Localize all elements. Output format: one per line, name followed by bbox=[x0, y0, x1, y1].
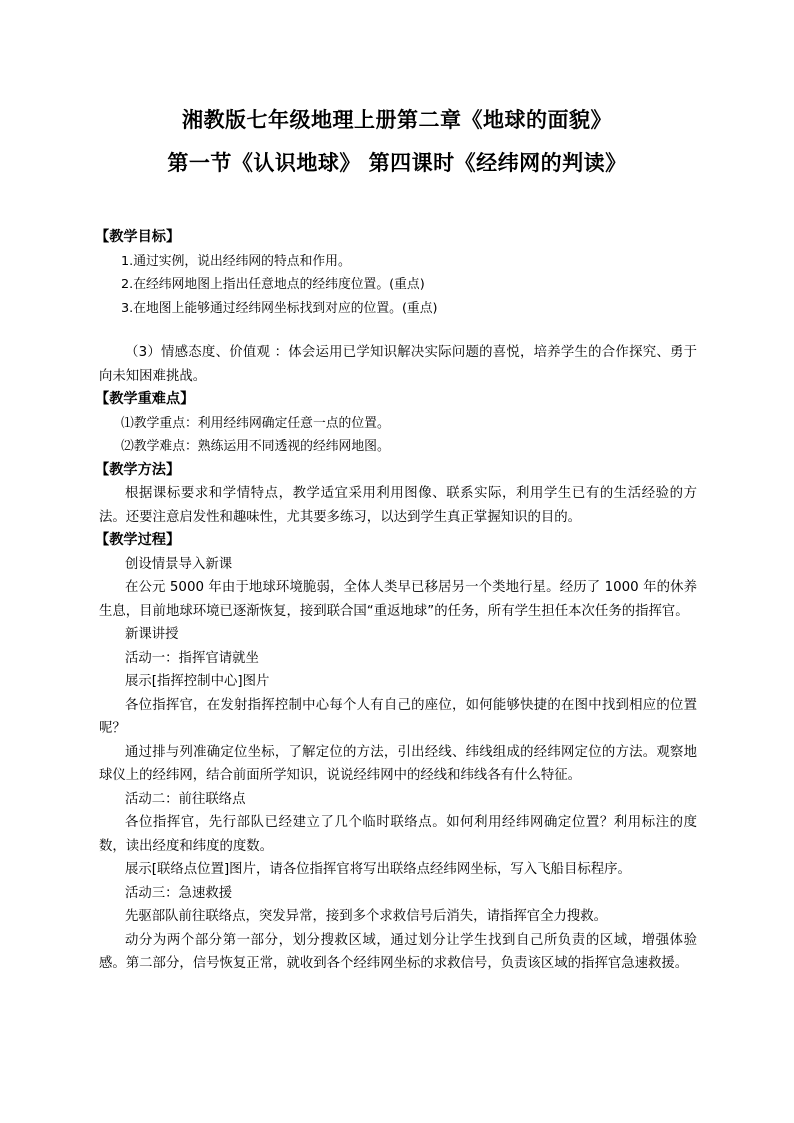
process-paragraph: 各位指挥官，在发射指挥控制中心每个人有自己的座位，如何能够快捷的在图中找到相应的位置呢？ bbox=[99, 697, 697, 736]
process-paragraph: 活动三：急速救援 bbox=[125, 885, 233, 901]
emotion-paragraph: （3）情感态度、价值观 ：体会运用已学知识解决实际问题的喜悦，培养学生的合作探究、勇于向未知困难挑战。 bbox=[99, 345, 697, 384]
process-paragraph: 在公元 5000 年由于地球环境脆弱，全体人类早已移居另一个类地行星。经历了 1000 年的休养生息，目前地球环境已逐渐恢复，接到联合国“重返地球”的任务，所有学生担任本次任务的指挥官。 bbox=[99, 580, 697, 619]
process-paragraph: 各位指挥官，先行部队已经建立了几个临时联络点。如何利用经纬网确定位置？利用标注的度数，读出经度和纬度的度数。 bbox=[99, 815, 697, 854]
goal-item: 3.在地图上能够通过经纬网坐标找到对应的位置。(重点) bbox=[121, 300, 438, 316]
process-paragraph: 活动一：指挥官请就坐 bbox=[125, 650, 259, 666]
document-body bbox=[95, 226, 697, 976]
process-paragraph: 先驱部队前往联络点，突发异常，接到多个求救信号后消失，请指挥官全力搜救。 bbox=[125, 909, 608, 924]
process-paragraph: 活动二：前往联络点 bbox=[125, 791, 246, 807]
keypoint-item: ⑴教学重点：利用经纬网确定任意一点的位置。 bbox=[121, 415, 390, 431]
process-paragraph: 动分为两个部分第一部分，划分搜救区域，通过划分让学生找到自己所负责的区域，增强体验感。第二部分，信号恢复正常，就收到各个经纬网坐标的求救信号，负责该区域的指挥官急速救援。 bbox=[99, 932, 697, 971]
goal-item: 1.通过实例，说出经纬网的特点和作用。 bbox=[121, 253, 351, 269]
keypoint-item: ⑵教学难点：熟练运用不同透视的经纬网地图。 bbox=[121, 439, 390, 454]
document-subtitle: 第一节《认识地球》 第四课时《经纬网的判读》 bbox=[167, 151, 627, 175]
section-heading-process: 【教学过程】 bbox=[95, 532, 181, 548]
section-heading-keypoints: 【教学重难点】 bbox=[95, 391, 195, 407]
methods-paragraph: 根据课标要求和学情特点，教学适宜采用利用图像、联系实际，利用学生已有的生活经验的方法。还要注意启发性和趣味性，尤其要多练习，以达到学生真正掌握知识的目的。 bbox=[99, 486, 697, 525]
process-paragraph: 创设情景导入新课 bbox=[125, 556, 233, 572]
goal-item: 2.在经纬网地图上指出任意地点的经纬度位置。(重点) bbox=[121, 277, 425, 292]
document-title: 湘教版七年级地理上册第二章《地球的面貌》 bbox=[182, 108, 612, 132]
process-paragraph: 通过排与列准确定位坐标，了解定位的方法，引出经线、纬线组成的经纬网定位的方法。观察地球仪上的经纬网，结合前面所学知识，说说经纬网中的经线和纬线各有什么特征。 bbox=[99, 744, 697, 783]
process-paragraph: 展示[指挥控制中心]图片 bbox=[125, 674, 270, 689]
process-paragraph: 展示[联络点位置]图片，请各位指挥官将写出联络点经纬网坐标，写入飞船目标程序。 bbox=[125, 862, 631, 877]
section-heading-methods: 【教学方法】 bbox=[95, 461, 181, 478]
process-paragraph: 新课讲授 bbox=[125, 627, 179, 642]
section-heading-goals: 【教学目标】 bbox=[95, 229, 181, 245]
